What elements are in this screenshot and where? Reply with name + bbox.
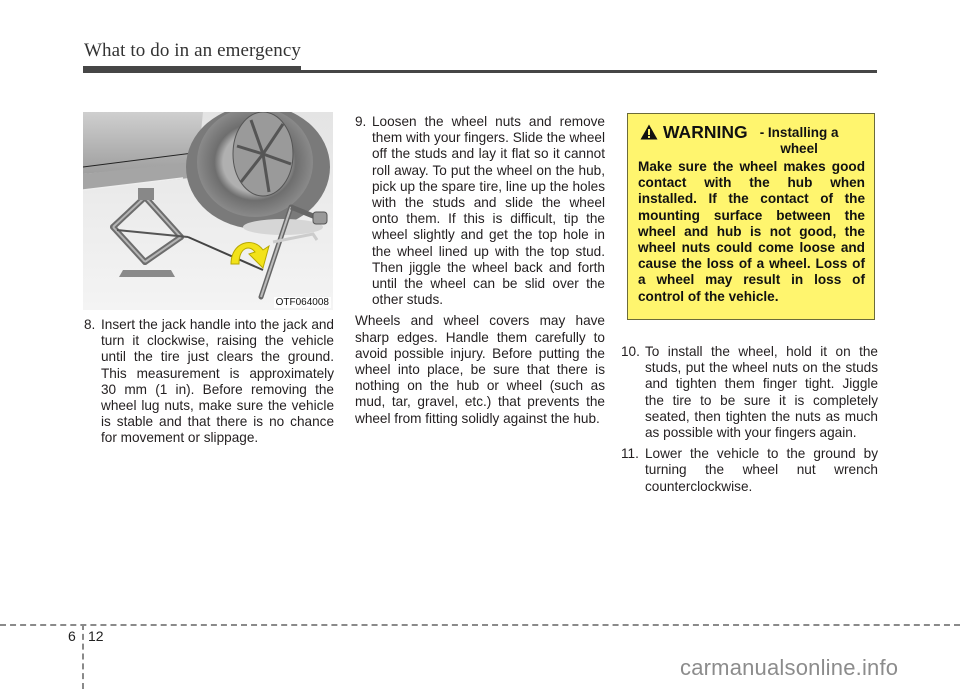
step-11 (621, 446, 878, 495)
footer-rule (0, 624, 960, 626)
warning-body: Make sure the wheel makes good contact with the hub when installed. If the contact of the mounting surface between the wheel and hub is not good, the wheel nuts could come loose and cause the loss of a wheel. Loss of a wheel may result in loss of control of the vehicle. (638, 159, 865, 304)
page-number: 12 (88, 628, 104, 644)
section-title: What to do in an emergency (84, 40, 301, 61)
column-middle (355, 114, 605, 427)
jack-illustration (83, 112, 333, 310)
caution-paragraph: Wheels and wheel covers may have sharp edges. Handle them carefully to avoid possible injury. Before putting the wheel into place, be sure that there is nothing on the hub or wheel (such as mud, tar, gravel, etc.) that prevents the wheel from fitting solidly against the hub. (355, 313, 605, 426)
step-8 (84, 317, 334, 447)
step-number: 11. (621, 446, 639, 462)
watermark: carmanualsonline.info (680, 655, 899, 680)
warning-subtitle: - Installing a wheel (759, 125, 839, 156)
jack-illustration-graphic (83, 112, 333, 310)
step-text: Insert the jack handle into the jack and turn it clockwise, raising the vehicle until the tire just clears the ground. This measurement is approximately 30 mm (1 in). Before removing the wheel lug nuts, make sure the vehicle is stable and that there is no chance for movement or slippage. (101, 317, 334, 446)
step-number: 9. (355, 114, 367, 129)
header-rule-thin (300, 70, 877, 73)
step-text: Loosen the wheel nuts and remove them with your fingers. Slide the wheel off the studs and lay it flat so it cannot roll away. To put the wheel on the hub, pick up the spare tire, line up the holes with the studs and slide the wheel onto them. If this is difficult, tip the wheel slightly and get the top hole in the wheel lined up with the top stud. Then jiggle the wheel back and forth until the wheel can be slid over the other studs. (372, 114, 605, 308)
chapter-number: 6 (68, 628, 76, 644)
step-number: 10. (621, 344, 640, 359)
column-left (84, 317, 334, 452)
step-text: Lower the vehicle to the ground by turning the wheel nut wrench counterclockwise. (645, 446, 878, 494)
step-9 (355, 114, 605, 308)
step-10 (621, 344, 878, 441)
warning-triangle-icon (640, 124, 658, 140)
footer-divider (82, 624, 84, 689)
figure-caption: OTF064008 (275, 297, 329, 308)
warning-label: WARNING (663, 122, 748, 142)
header-rule-thick (83, 66, 301, 73)
step-text: To install the wheel, hold it on the studs, put the wheel nuts on the studs and tighten them finger tight. Jiggle the tire to be sure it is completely seated, then tighten the nuts as much as possible with your fingers again. (645, 344, 878, 441)
step-number: 8. (84, 317, 96, 332)
column-right (621, 344, 878, 500)
warning-header (638, 122, 865, 157)
warning-box (627, 113, 875, 320)
